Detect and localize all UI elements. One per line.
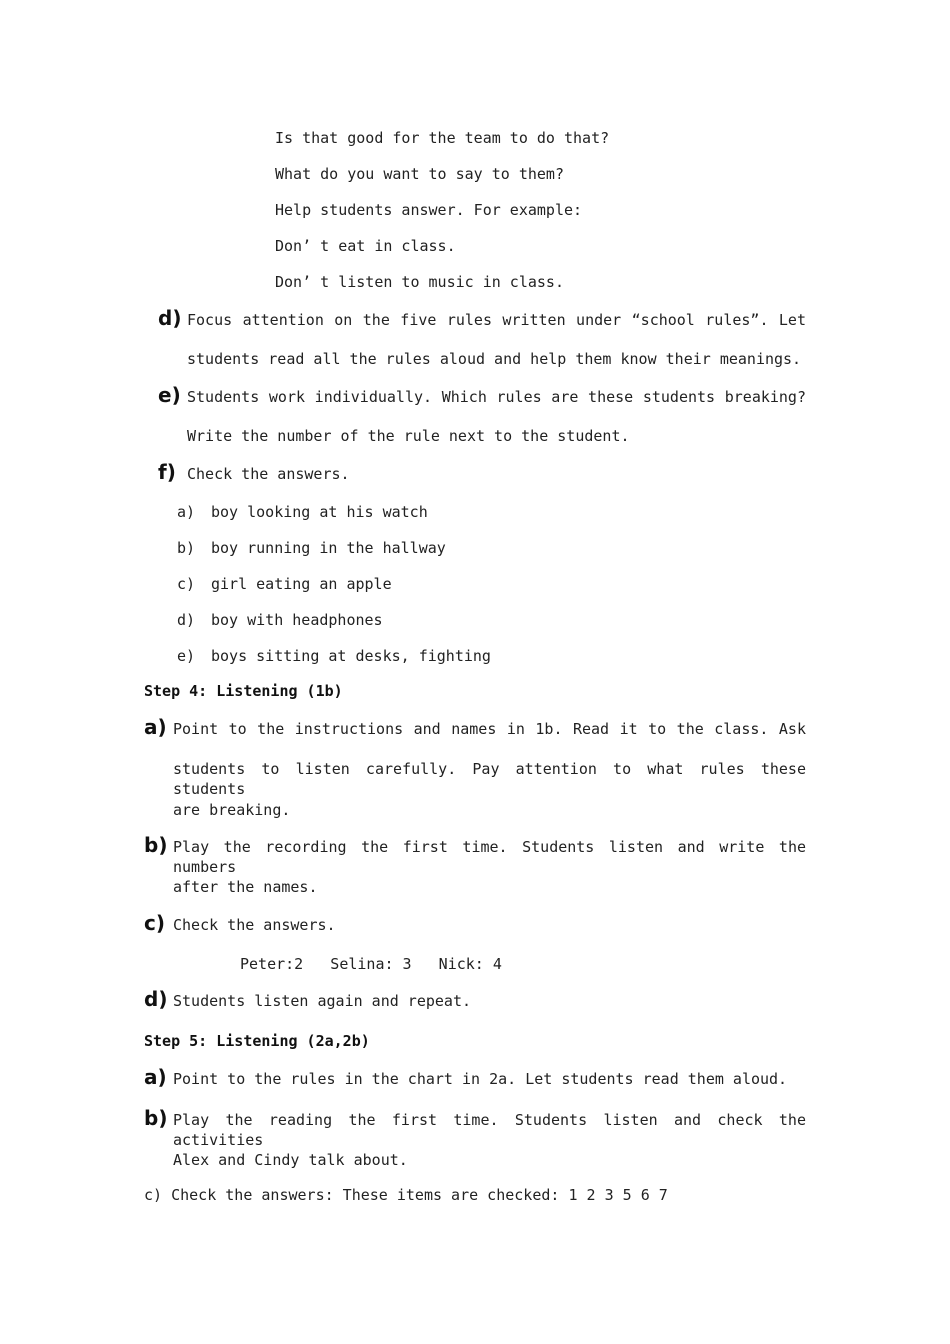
intro-line: What do you want to say to them? [275,165,564,183]
paragraph-line: Point to the instructions and names in 1b. Read it to the class. Ask [173,720,806,738]
paragraph-line: Play the reading the first time. Students listen and check the activities [173,1111,806,1149]
intro-line: Is that good for the team to do that? [275,129,610,147]
item-marker: c) [144,911,165,935]
list-item: boy running in the hallway [211,539,446,557]
paragraph-line: Students listen again and repeat. [173,992,472,1010]
intro-line: Help students answer. For example: [275,201,583,219]
paragraph-line: students to listen carefully. Pay attention to what rules these students [173,760,806,798]
answers-line: Peter:2 Selina: 3 Nick: 4 [240,955,502,973]
paragraph-line: Point to the rules in the chart in 2a. Let students read them aloud. [173,1070,788,1088]
list-marker: e) [177,647,196,665]
paragraph-line: Play the recording the first time. Students listen and write the numbers [173,838,806,876]
item-marker: d) [158,306,182,330]
paragraph-line: Write the number of the rule next to the student. [187,427,630,445]
paragraph-line: Students work individually. Which rules are these students breaking? [187,388,806,406]
item-marker: f) [158,460,176,484]
list-marker: a) [177,503,196,521]
list-item: boys sitting at desks, fighting [211,647,491,665]
paragraph-line: students read all the rules aloud and help them know their meanings. [187,350,802,368]
intro-line: Don’ t eat in class. [275,237,456,255]
list-marker: d) [177,611,196,629]
paragraph-line: are breaking. [173,801,291,819]
paragraph-line: Focus attention on the five rules written under “school rules”. Let [187,311,806,329]
item-marker: b) [144,833,168,857]
paragraph-line: Alex and Cindy talk about. [173,1151,408,1169]
step-heading: Step 5: Listening (2a,2b) [144,1032,370,1050]
step-heading: Step 4: Listening (1b) [144,682,343,700]
item-marker: e) [158,383,181,407]
list-marker: c) [177,575,196,593]
item-marker: a) [144,1065,167,1089]
item-marker: b) [144,1106,168,1130]
intro-line: Don’ t listen to music in class. [275,273,564,291]
paragraph-line: Check the answers. [187,465,350,483]
list-item: boy looking at his watch [211,503,428,521]
final-line: c) Check the answers: These items are checked: 1 2 3 5 6 7 [144,1186,668,1204]
list-item: girl eating an apple [211,575,392,593]
list-item: boy with headphones [211,611,383,629]
paragraph-line: Check the answers. [173,916,336,934]
paragraph-line: after the names. [173,878,318,896]
item-marker: d) [144,987,168,1011]
item-marker: a) [144,715,167,739]
list-marker: b) [177,539,196,557]
